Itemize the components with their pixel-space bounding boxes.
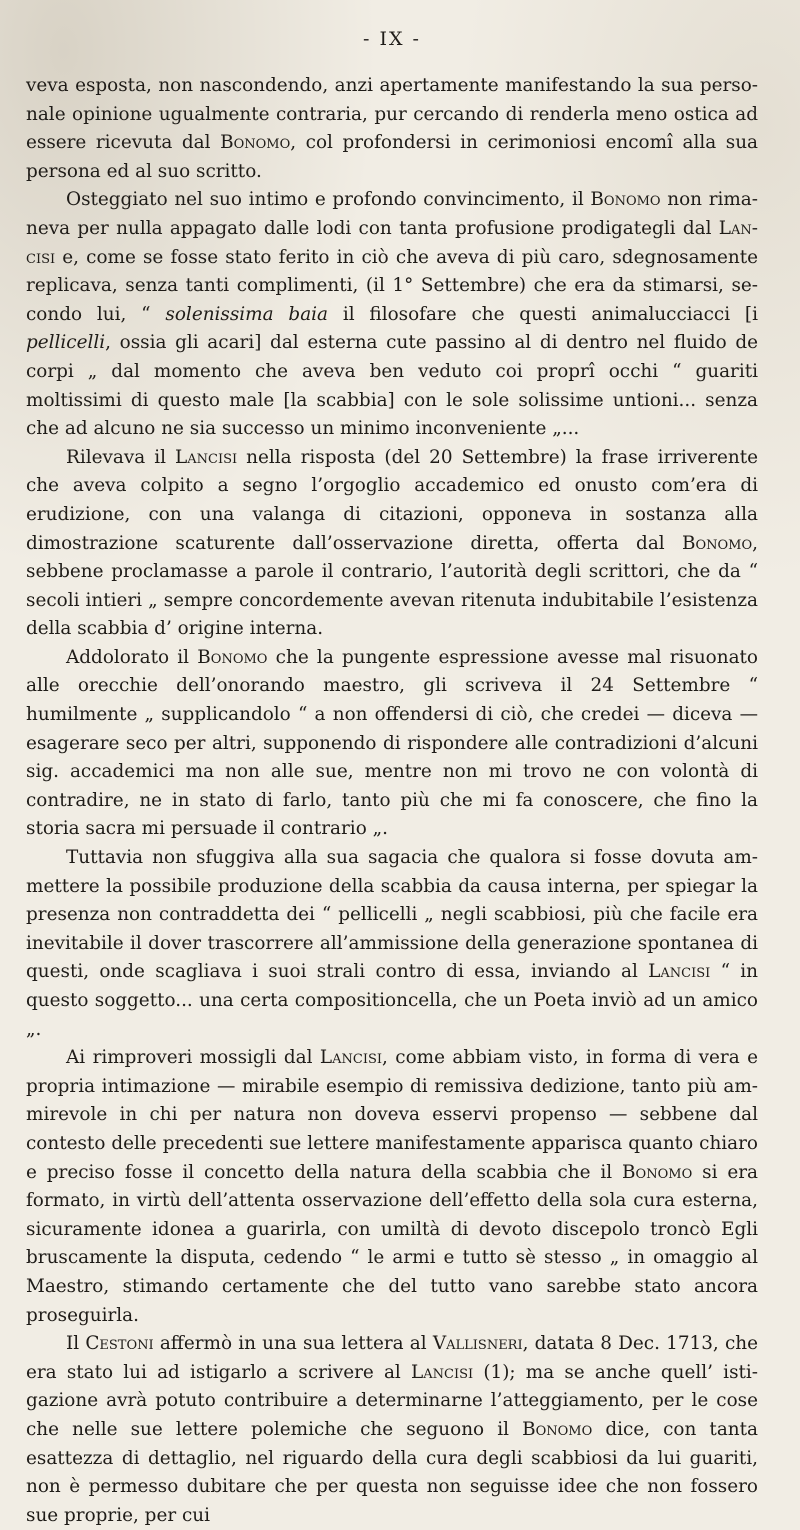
text-run: affermò in una sua lettera al xyxy=(153,1333,433,1355)
text-run: il filosofare che questi animalucciacci [i xyxy=(328,303,758,325)
text-run: , ossia gli acari] dal esterna cute passino al di dentro nel fluido de corpi „ dal momento che aveva ben veduto coi proprî occhi “ guariti moltissimi di questo male [la scabbia] con le sole solissime untioni... senza che ad alcuno ne sia successo un minimo inconveniente „... xyxy=(26,332,758,440)
text-run: , col profondersi in cerimoniosi encomî alla sua persona ed al suo scritto. xyxy=(26,132,759,182)
name-small-caps: Bonomo xyxy=(197,646,268,668)
name-small-caps: Bonomo xyxy=(681,532,753,554)
text-run: Ai rimproveri mossigli dal xyxy=(66,1047,320,1069)
paragraph xyxy=(26,1044,758,1330)
name-small-caps: Lancisi xyxy=(26,217,758,268)
text-run: e, come se fosse stato ferito in ciò che aveva di più caro, sdegnosamente replicava, senza tanti complimenti, (il 1° Settembre) che era da stimarsi, secondo lui, “ xyxy=(26,246,758,325)
name-small-caps: Bonomo xyxy=(622,1161,693,1183)
text-run: Osteggiato nel suo intimo e profondo convincimento, il xyxy=(66,189,591,211)
text-run: (1); ma se anche quell’ istigazione avrà potuto contribuire a determinarne l’atteggiamento, per le cose che nelle sue lettere polemiche che seguono il xyxy=(26,1361,758,1440)
text-run: che la pungente espressione avesse mal risuonato alle orecchie dell’onorando maestro, gli scriveva il 24 Settembre “ humilmente „ supplicandolo “ a non offendersi di ciò, che credei — diceva — esagerare seco per altri, supponendo di rispondere alle contradizioni d’alcuni sig. accademici ma non alle sue, mentre non mi trovo ne con volontà di contradire, ne in stato di farlo, tanto più che mi fa conoscere, che fino la storia sacra mi persuade il contrario „. xyxy=(26,646,759,840)
text-run: dice, con tanta esattezza di dettaglio, nel riguardo della cura degli scabbiosi da lui guariti, non è permesso dubitare che per questa non seguisse idee che non fossero sue proprie, per cui xyxy=(26,1418,758,1526)
body-text xyxy=(26,72,758,1530)
paragraph xyxy=(26,644,758,844)
text-run: Tuttavia non sfuggiva alla sua sagacia che qualora si fosse dovuta ammettere la possibile produzione della scabbia da causa interna, per spiegar la presenza non contraddetta dei “ pellicelli „ negli scabbiosi, più che facile era inevitabile il dover trascorrere all’ammissione della generazione spontanea di questi, onde scagliava i suoi strali contro di essa, inviando al xyxy=(26,847,758,983)
text-run: , datata 8 Dec. 1713, che era stato lui ad istigarlo a scrivere al xyxy=(26,1333,758,1383)
name-small-caps: Vallisneri xyxy=(432,1333,523,1355)
paragraph xyxy=(26,186,758,443)
name-small-caps: Lancisi xyxy=(175,446,238,468)
italic-phrase: solenissima baia xyxy=(165,303,328,325)
paragraph xyxy=(26,444,758,644)
text-run: si era formato, in virtù dell’attenta osservazione dell’effetto della sola cura esterna, sicuramente idonea a guarirla, con umiltà di devoto discepolo troncò Egli bruscamente la disputa, cedendo “ le armi e tutto sè stesso „ in omaggio al Maestro, stimando certamente che del tutto vano sarebbe stato ancora proseguirla. xyxy=(26,1161,758,1326)
text-run: Il xyxy=(66,1333,86,1355)
name-small-caps: Bonomo xyxy=(522,1418,593,1440)
name-small-caps: Lancisi xyxy=(648,961,711,983)
paragraph xyxy=(26,844,758,1044)
text-run: veva esposta, non nascondendo, anzi apertamente manifestando la sua personale opinione ugualmente contraria, pur cercando di renderla meno ostica ad essere ricevuta dal xyxy=(26,75,758,154)
text-run: non rimaneva per nulla appagato dalle lodi con tanta profusione prodigategli dal xyxy=(26,189,758,239)
name-small-caps: Lancisi xyxy=(411,1361,474,1383)
page-number: - IX - xyxy=(363,28,421,50)
name-small-caps: Cestoni xyxy=(85,1333,154,1355)
text-run: Addolorato il xyxy=(66,646,198,668)
italic-phrase: pellicelli xyxy=(26,332,106,354)
paragraph xyxy=(26,1330,758,1530)
name-small-caps: Bonomo xyxy=(220,132,291,154)
text-run: , sebbene proclamasse a parole il contrario, l’autorità degli scrittori, che da “ secoli intieri „ sempre concordemente avevan ritenuta indubitabile l’esistenza della scabbia d’ origine interna. xyxy=(26,532,758,640)
text-run: , come abbiam visto, in forma di vera e propria intimazione — mirabile esempio di remissiva dedizione, tanto più ammirevole in chi per natura non doveva esservi propenso — sebbene dal contesto delle precedenti sue lettere manifestamente apparisca quanto chiaro e preciso fosse il concetto della natura della scabbia che il xyxy=(26,1047,758,1183)
name-small-caps: Bonomo xyxy=(590,189,661,211)
text-run: “ in questo soggetto... una certa compositioncella, che un Poeta inviò ad un amico „. xyxy=(26,961,758,1040)
text-run: nella risposta (del 20 Settembre) la frase irriverente che aveva colpito a segno l’orgoglio accademico ed onusto com’era di erudizione, con una valanga di citazioni, opponeva in sostanza alla dimostrazione scaturente dall’osservazione diretta, offerta dal xyxy=(26,446,758,554)
text-run: Rilevava il xyxy=(66,446,176,468)
name-small-caps: Lancisi xyxy=(319,1047,383,1069)
paragraph xyxy=(26,72,758,186)
